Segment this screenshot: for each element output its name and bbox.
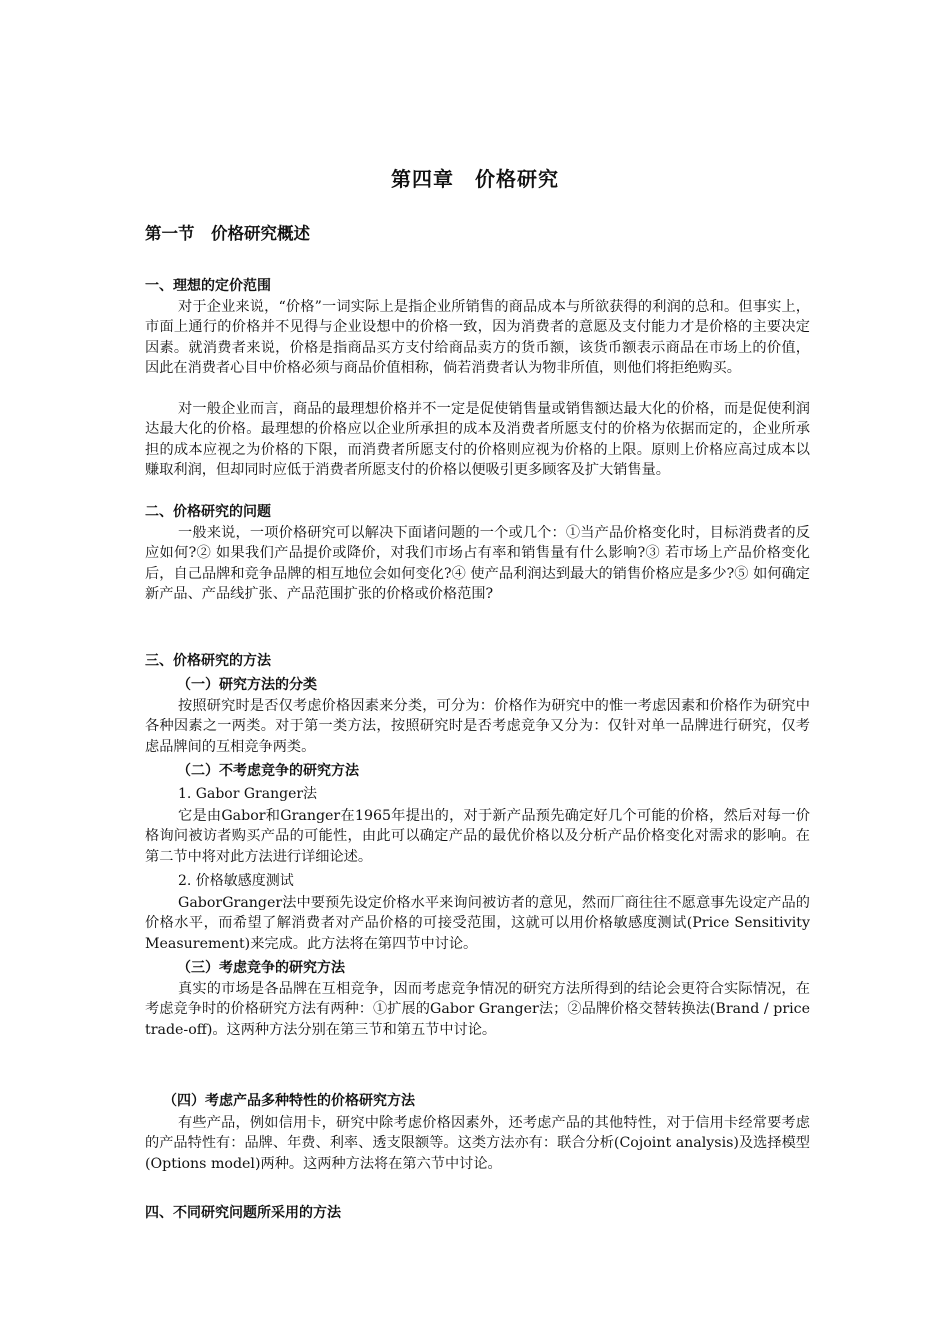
paragraph-ideal-2: 对一般企业而言，商品的最理想价格并不一定是促使销售量或销售额达最大化的价格，而是促使利润达最大化的价格。最理想的价格应以企业所承担的成本及消费者所愿支付的价格为依据而定的，企业所承担的成本应视之为价格的下限，而消费者所愿支付的价格则应视为价格的上限。原则上价格应高过成本以赚取利润，但却同时应低于消费者所愿支付的价格以便吸引更多顾客及扩大销售量。 (145, 401, 810, 478)
paragraph-gabor-granger: 它是由Gabor和Granger在1965年提出的，对于新产品预先确定好几个可能的价格，然后对每一价格询问被访者购买产品的可能性，由此可以确定产品的最优价格以及分析产品价格变化对需求的影响。在第二节中将对此方法进行详细论述。 (145, 808, 810, 865)
heading-multi-attribute-methods: （四）考虑产品多种特性的价格研究方法 (163, 1093, 415, 1109)
heading-price-research-problems: 二、价格研究的问题 (145, 504, 271, 520)
item-price-sensitivity: 2. 价格敏感度测试 (178, 873, 294, 889)
paragraph-method-classification: 按照研究时是否仅考虑价格因素来分类，可分为：价格作为研究中的惟一考虑因素和价格作为研究中各种因素之一两类。对于第一类方法，按照研究时是否考虑竞争又分为：仅针对单一品牌进行研究，仅考虑品牌间的互相竞争两类。 (145, 698, 810, 755)
section-title: 第一节 价格研究概述 (145, 224, 310, 243)
paragraph-price-sensitivity: GaborGranger法中要预先设定价格水平来询问被访者的意见，然而厂商往往不愿意事先设定产品的价格水平，而希望了解消费者对产品价格的可接受范围，这就可以用价格敏感度测试(Price Sensitivity Measurement)来完成。此方法将在第四节中讨论。 (145, 895, 810, 952)
paragraph-multi-attribute-methods: 有些产品，例如信用卡，研究中除考虑价格因素外，还考虑产品的其他特性，对于信用卡经常要考虑的产品特性有：品牌、年费、利率、透支限额等。这类方法亦有：联合分析(Cojoint analysis)及选择模型(Options model)两种。这两种方法将在第六节中讨论。 (145, 1115, 810, 1172)
heading-no-competition-methods: （二）不考虑竞争的研究方法 (177, 763, 359, 779)
chapter-title: 第四章 价格研究 (391, 167, 559, 191)
heading-methods-by-question: 四、不同研究问题所采用的方法 (145, 1205, 341, 1221)
paragraph-competition-methods: 真实的市场是各品牌在互相竞争，因而考虑竞争情况的研究方法所得到的结论会更符合实际情况，在考虑竞争时的价格研究方法有两种：①扩展的Gabor Granger法；②品牌价格交替转换法(Brand / price trade-off)。这两种方法分别在第三节和第五节中讨论。 (145, 981, 810, 1038)
paragraph-problems: 一般来说，一项价格研究可以解决下面诸问题的一个或几个：①当产品价格变化时，目标消费者的反应如何?② 如果我们产品提价或降价，对我们市场占有率和销售量有什么影响?③ 若市场上产品价格变化后，自己品牌和竞争品牌的相互地位会如何变化?④ 使产品利润达到最大的销售价格应是多少?⑤ 如何确定新产品、产品线扩张、产品范围扩张的价格或价格范围? (145, 525, 810, 602)
item-gabor-granger: 1. Gabor Granger法 (178, 786, 318, 802)
heading-method-classification: （一）研究方法的分类 (177, 677, 317, 693)
heading-ideal-pricing-range: 一、理想的定价范围 (145, 278, 271, 294)
heading-research-methods: 三、价格研究的方法 (145, 653, 271, 669)
heading-competition-methods: （三）考虑竞争的研究方法 (177, 960, 345, 976)
paragraph-ideal-1: 对于企业来说，“价格”一词实际上是指企业所销售的商品成本与所欲获得的利润的总和。但事实上，市面上通行的价格并不见得与企业设想中的价格一致，因为消费者的意愿及支付能力才是价格的主要决定因素。就消费者来说，价格是指商品买方支付给商品卖方的货币额，该货币额表示商品在市场上的价值，因此在消费者心目中价格必须与商品价值相称，倘若消费者认为物非所值，则他们将拒绝购买。 (145, 299, 810, 376)
